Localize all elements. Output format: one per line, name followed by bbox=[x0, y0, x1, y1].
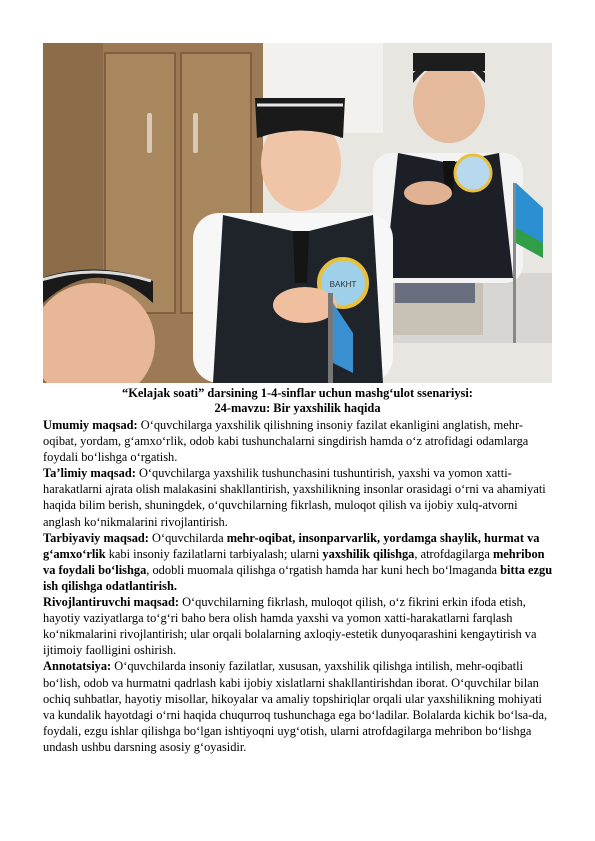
section-annotation bbox=[43, 658, 555, 755]
section-text: O‘quvchilarda insoniy fazilatlar, xususan, yaxshilik qilishga intilish, mehr-oqibatli bo‘lish, odob va hurmatni qadrlash kabi ijobiy xislatlarni shakllantirishdan iborat. O‘quvchilar bilan ochiq suhbatlar, hayotiy misollar, hikoyalar va amaliy topshiriqlar orqali ular yaxshilikning mohiyati va kundalik hayotdagi o‘rni haqida chuqurroq tushunchaga ega bo‘ladilar. Bolalarda kichik bo‘lsa-da, foydali, ezgu ishlar qilishga bo‘lgan ishtiyoqni uyg‘otish, ularni atrofdagilarga mehribon bo‘lishga undash ushbu darsning asosiy g‘oyasidir. bbox=[43, 659, 548, 754]
section-text: kabi insoniy fazilatlarni tarbiyalash; ularni bbox=[105, 546, 323, 561]
section-text: O‘quvchilarga yaxshilik qilishning insoniy fazilat ekanligini anglatish, mehr-oqibat, yordam, g‘amxo‘rlik, odob kabi tushunchalarni singdirish hamda o‘z atrofidagi odamlarga foydali bo‘lishga o‘rgatish. bbox=[43, 418, 529, 465]
emphasis-text: mehr-oqibat, insonparvarlik, yordamga shaylik, hurmat va g‘amxo‘rlik bbox=[43, 530, 540, 561]
section-label: Annotatsiya: bbox=[43, 659, 112, 674]
section-general-goal bbox=[43, 417, 555, 465]
lesson-body bbox=[43, 417, 555, 755]
section-label: Rivojlantiruvchi maqsad: bbox=[43, 595, 179, 610]
section-label: Umumiy maqsad: bbox=[43, 418, 138, 432]
badge-text: BAKHT bbox=[329, 280, 357, 289]
section-developmental-goal bbox=[43, 594, 555, 658]
section-label: Ta’limiy maqsad: bbox=[43, 466, 136, 481]
emphasis-text: yaxshilik qilishga bbox=[322, 546, 415, 561]
section-educational-goal bbox=[43, 465, 555, 529]
title-line-1: “Kelajak soati” darsining 1-4-sinflar uchun mashg‘ulot ssenariysi: bbox=[122, 386, 473, 400]
section-upbringing-goal bbox=[43, 530, 555, 594]
section-text: O‘quvchilarda bbox=[148, 530, 227, 545]
section-text: , odobli muomala qilishga o‘rgatish hamda har kuni hech bo‘lmaganda bbox=[146, 562, 501, 577]
emphasis-text: mehribon va foydali bo‘lishga bbox=[43, 546, 545, 577]
section-text: O‘quvchilarga yaxshilik tushunchasini tushuntirish, yaxshi va yomon xatti-harakatlarni ajrata olish malakasini shakllantirish, yaxshilikning insonlar orasidagi o‘rni va ahamiyati haqida bilim berish, shuningdek, o‘quvchilarning fikrlash, muloqot qilish va ijobiy xulq-atvorni anglash ko‘nikmalarini rivojlantirish. bbox=[43, 466, 546, 529]
section-text: O‘quvchilarning fikrlash, muloqot qilish, o‘z fikrini erkin ifoda etish, hayotiy vaziyatlarga to‘g‘ri baho bera olish hamda yaxshi va yomon xatti-harakatlarni farqlash ko‘nikmalarini rivojlantirish; ular orqali bolalarning axloqiy-estetik dunyoqarashini kengaytirish va ijtimoiy faolligini oshirish. bbox=[43, 595, 537, 658]
classroom-photo bbox=[43, 43, 552, 383]
emphasis-text: bitta ezgu ish qilishga odatlantirish. bbox=[43, 562, 553, 593]
photo-illustration bbox=[43, 43, 552, 383]
section-text: , atrofdagilarga bbox=[414, 546, 493, 561]
title-line-2: 24-mavzu: Bir yaxshilik haqida bbox=[214, 401, 381, 415]
section-label: Tarbiyaviy maqsad: bbox=[43, 530, 149, 545]
